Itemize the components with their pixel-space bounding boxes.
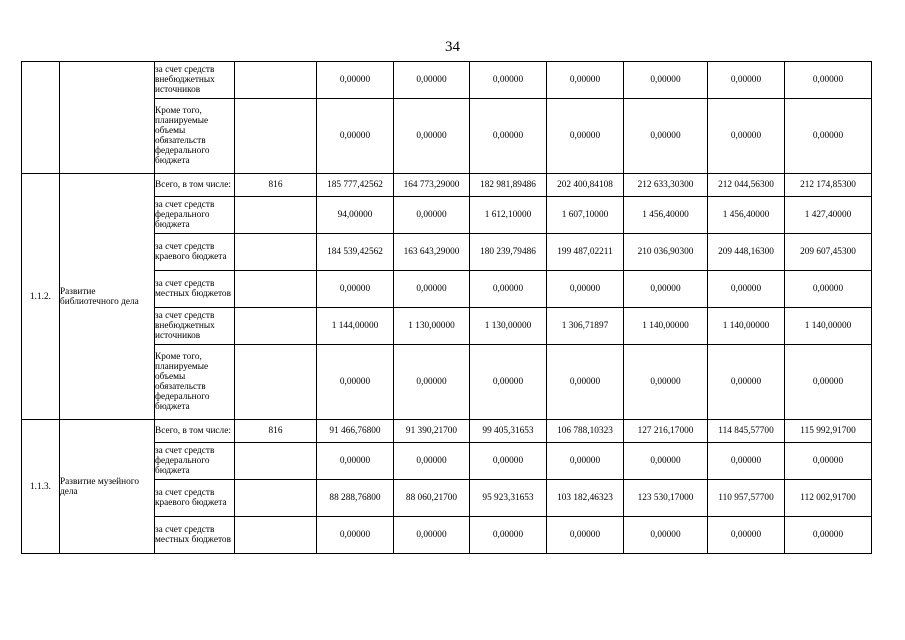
funding-source-label: за счет средств внебюджетных источников (155, 62, 235, 99)
amount-cell: 199 487,02211 (547, 234, 624, 271)
funding-source-label: за счет средств местных бюджетов (155, 271, 235, 308)
amount-cell: 0,00000 (547, 517, 624, 554)
section-title (60, 62, 155, 174)
amount-cell: 0,00000 (547, 443, 624, 480)
amount-cell: 0,00000 (470, 62, 547, 99)
amount-cell: 212 044,56300 (708, 174, 785, 197)
amount-cell: 0,00000 (317, 345, 394, 420)
amount-cell: 210 036,90300 (624, 234, 708, 271)
amount-cell: 1 130,00000 (394, 308, 470, 345)
amount-cell: 0,00000 (708, 443, 785, 480)
grbs-code (235, 62, 317, 99)
amount-cell: 1 607,10000 (547, 197, 624, 234)
amount-cell: 0,00000 (547, 345, 624, 420)
amount-cell: 0,00000 (785, 62, 872, 99)
amount-cell: 0,00000 (317, 62, 394, 99)
amount-cell: 163 643,29000 (394, 234, 470, 271)
amount-cell: 0,00000 (470, 345, 547, 420)
funding-source-label: за счет средств федерального бюджета (155, 197, 235, 234)
amount-cell: 0,00000 (708, 271, 785, 308)
amount-cell: 0,00000 (785, 345, 872, 420)
amount-cell: 0,00000 (785, 443, 872, 480)
amount-cell: 106 788,10323 (547, 420, 624, 443)
grbs-code (235, 271, 317, 308)
amount-cell: 99 405,31653 (470, 420, 547, 443)
amount-cell: 0,00000 (470, 517, 547, 554)
amount-cell: 114 845,57700 (708, 420, 785, 443)
funding-source-label: Всего, в том числе: (155, 420, 235, 443)
amount-cell: 0,00000 (785, 99, 872, 174)
grbs-code (235, 517, 317, 554)
grbs-code (235, 308, 317, 345)
section-code (22, 62, 60, 174)
amount-cell: 209 448,16300 (708, 234, 785, 271)
amount-cell: 0,00000 (708, 345, 785, 420)
funding-source-label: за счет средств краевого бюджета (155, 480, 235, 517)
funding-source-label: за счет средств краевого бюджета (155, 234, 235, 271)
grbs-code: 816 (235, 174, 317, 197)
amount-cell: 1 130,00000 (470, 308, 547, 345)
amount-cell: 182 981,89486 (470, 174, 547, 197)
amount-cell: 0,00000 (394, 99, 470, 174)
amount-cell: 209 607,45300 (785, 234, 872, 271)
amount-cell: 0,00000 (470, 443, 547, 480)
budget-table (21, 61, 872, 554)
amount-cell: 88 288,76800 (317, 480, 394, 517)
amount-cell: 164 773,29000 (394, 174, 470, 197)
amount-cell: 95 923,31653 (470, 480, 547, 517)
amount-cell: 0,00000 (708, 99, 785, 174)
amount-cell: 1 456,40000 (708, 197, 785, 234)
amount-cell: 88 060,21700 (394, 480, 470, 517)
funding-source-label: Кроме того, планируемые объемы обязательств федерального бюджета (155, 345, 235, 420)
amount-cell: 0,00000 (624, 271, 708, 308)
funding-source-label: за счет средств местных бюджетов (155, 517, 235, 554)
amount-cell: 0,00000 (708, 62, 785, 99)
funding-source-label: Кроме того, планируемые объемы обязательств федерального бюджета (155, 99, 235, 174)
amount-cell: 0,00000 (624, 62, 708, 99)
amount-cell: 1 427,40000 (785, 197, 872, 234)
funding-source-label: за счет средств федерального бюджета (155, 443, 235, 480)
amount-cell: 0,00000 (785, 271, 872, 308)
amount-cell: 91 390,21700 (394, 420, 470, 443)
amount-cell: 1 140,00000 (785, 308, 872, 345)
amount-cell: 0,00000 (317, 271, 394, 308)
amount-cell: 0,00000 (394, 517, 470, 554)
amount-cell: 1 144,00000 (317, 308, 394, 345)
amount-cell: 0,00000 (394, 443, 470, 480)
amount-cell: 127 216,17000 (624, 420, 708, 443)
amount-cell: 0,00000 (624, 99, 708, 174)
amount-cell: 0,00000 (785, 517, 872, 554)
amount-cell: 0,00000 (708, 517, 785, 554)
funding-source-label: Всего, в том числе: (155, 174, 235, 197)
amount-cell: 0,00000 (470, 271, 547, 308)
amount-cell: 0,00000 (317, 443, 394, 480)
amount-cell: 1 140,00000 (624, 308, 708, 345)
amount-cell: 0,00000 (624, 443, 708, 480)
grbs-code (235, 480, 317, 517)
amount-cell: 0,00000 (394, 197, 470, 234)
amount-cell: 0,00000 (547, 62, 624, 99)
amount-cell: 91 466,76800 (317, 420, 394, 443)
amount-cell: 212 633,30300 (624, 174, 708, 197)
amount-cell: 0,00000 (394, 345, 470, 420)
amount-cell: 0,00000 (317, 99, 394, 174)
amount-cell: 112 002,91700 (785, 480, 872, 517)
amount-cell: 103 182,46323 (547, 480, 624, 517)
amount-cell: 0,00000 (394, 62, 470, 99)
amount-cell: 0,00000 (547, 99, 624, 174)
grbs-code (235, 443, 317, 480)
amount-cell: 0,00000 (624, 517, 708, 554)
amount-cell: 202 400,84108 (547, 174, 624, 197)
section-title: Развитие музейного дела (60, 420, 155, 554)
grbs-code: 816 (235, 420, 317, 443)
funding-source-label: за счет средств внебюджетных источников (155, 308, 235, 345)
grbs-code (235, 197, 317, 234)
amount-cell: 94,00000 (317, 197, 394, 234)
amount-cell: 1 306,71897 (547, 308, 624, 345)
amount-cell: 1 456,40000 (624, 197, 708, 234)
amount-cell: 0,00000 (624, 345, 708, 420)
grbs-code (235, 345, 317, 420)
grbs-code (235, 99, 317, 174)
table-row (22, 62, 872, 99)
section-code: 1.1.2. (22, 174, 60, 420)
amount-cell: 185 777,42562 (317, 174, 394, 197)
amount-cell: 1 140,00000 (708, 308, 785, 345)
grbs-code (235, 234, 317, 271)
table-row (22, 174, 872, 197)
budget-table-body (22, 62, 872, 554)
page-number: 34 (445, 39, 460, 55)
amount-cell: 0,00000 (317, 517, 394, 554)
amount-cell: 212 174,85300 (785, 174, 872, 197)
amount-cell: 0,00000 (394, 271, 470, 308)
amount-cell: 180 239,79486 (470, 234, 547, 271)
amount-cell: 0,00000 (470, 99, 547, 174)
amount-cell: 0,00000 (547, 271, 624, 308)
amount-cell: 1 612,10000 (470, 197, 547, 234)
amount-cell: 184 539,42562 (317, 234, 394, 271)
table-row (22, 420, 872, 443)
amount-cell: 110 957,57700 (708, 480, 785, 517)
amount-cell: 123 530,17000 (624, 480, 708, 517)
amount-cell: 115 992,91700 (785, 420, 872, 443)
section-title: Развитие библиотечного дела (60, 174, 155, 420)
section-code: 1.1.3. (22, 420, 60, 554)
